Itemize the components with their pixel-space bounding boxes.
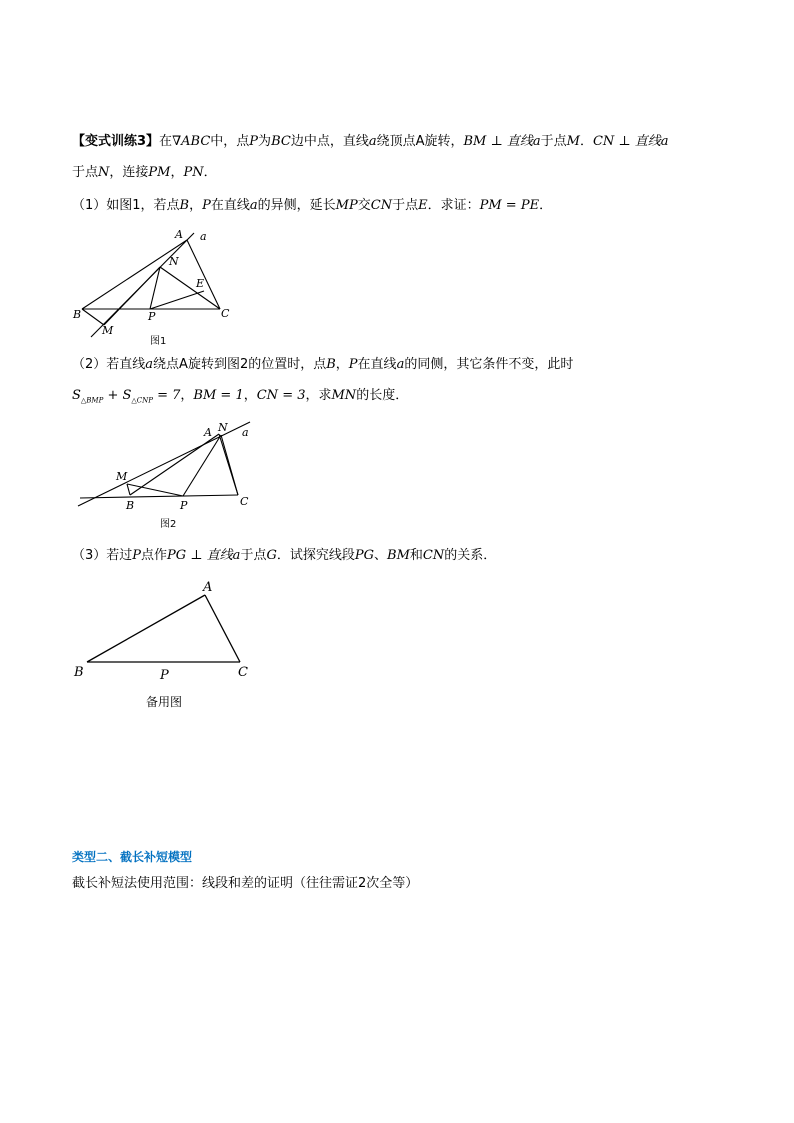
fig2-label-P: P — [180, 499, 188, 512]
fig3-side-ac — [205, 595, 240, 662]
fig3-label-A: A — [203, 580, 213, 595]
fig1-label-P: P — [148, 310, 156, 323]
figure-3 — [70, 575, 270, 715]
fig1-label-E: E — [196, 277, 205, 290]
fig1-seg-pe — [150, 291, 204, 309]
fig2-seg-mp — [127, 484, 183, 496]
fig2-line-a — [78, 422, 250, 506]
fig2-label-B: B — [126, 499, 135, 512]
figure-2 — [70, 418, 260, 533]
fig2-side-ab — [130, 434, 219, 495]
fig1-seg-pn — [150, 267, 160, 309]
fig1-label-A: A — [175, 228, 183, 241]
fig3-caption: 备用图 — [146, 695, 183, 709]
section-title: 类型二、截长补短模型 — [72, 850, 193, 864]
fig1-label-B: B — [73, 308, 82, 321]
fig2-label-N: N — [218, 421, 228, 434]
part-3-text: （3）若过P点作PG ⊥ 直线a于点G．试探究线段PG、BM和CN的关系． — [72, 548, 497, 563]
section-desc: 截长补短法使用范围：线段和差的证明（往往需证2次全等） — [72, 876, 419, 891]
part-1-text: （1）如图1，若点B，P在直线a的异侧，延长MP交CN于点E．求证：PM = PE． — [72, 198, 553, 213]
problem-line-2: 于点N，连接PM，PN． — [72, 165, 217, 180]
fig3-label-B: B — [74, 665, 84, 680]
fig2-seg-pn — [183, 435, 221, 496]
triangle-abc: ∇ABC — [172, 134, 211, 149]
part-2-text-a: （2）若直线a绕点A旋转到图2的位置时，点B，P在直线a的同侧，其它条件不变，此时 — [72, 357, 574, 372]
fig2-seg-cn — [221, 435, 238, 495]
fig1-label-C: C — [221, 307, 230, 320]
fig2-label-A: A — [204, 426, 212, 439]
fig2-label-C: C — [240, 495, 249, 508]
fig2-label-M: M — [116, 470, 128, 483]
fig2-label-a: a — [242, 426, 249, 439]
fig2-side-bc — [80, 495, 238, 498]
fig3-label-C: C — [238, 665, 248, 680]
fig1-side-ac — [187, 240, 220, 309]
figure-1 — [70, 225, 240, 350]
part-2-text-b: $S_{\triangle BMP} + S_{\triangle CNP} = 7$，BM = 1，CN = 3，求MN的长度． — [72, 388, 409, 405]
fig1-seg-bm — [82, 309, 104, 325]
fig1-label-a: a — [200, 230, 207, 243]
problem-tag: 【变式训练3】 — [72, 134, 160, 149]
fig1-label-M: M — [102, 324, 114, 337]
problem-line-1: 【变式训练3】在∇ABC中，点P为BC边中点，直线a绕顶点A旋转，BM ⊥ 直线a于点M．CN ⊥ 直线a — [72, 134, 669, 149]
fig1-label-N: N — [169, 255, 179, 268]
fig2-caption: 图2 — [160, 519, 177, 530]
fig3-label-P: P — [160, 668, 169, 683]
fig2-seg-bm — [127, 484, 130, 495]
fig3-side-ab — [87, 595, 205, 662]
fig1-caption: 图1 — [150, 336, 167, 347]
